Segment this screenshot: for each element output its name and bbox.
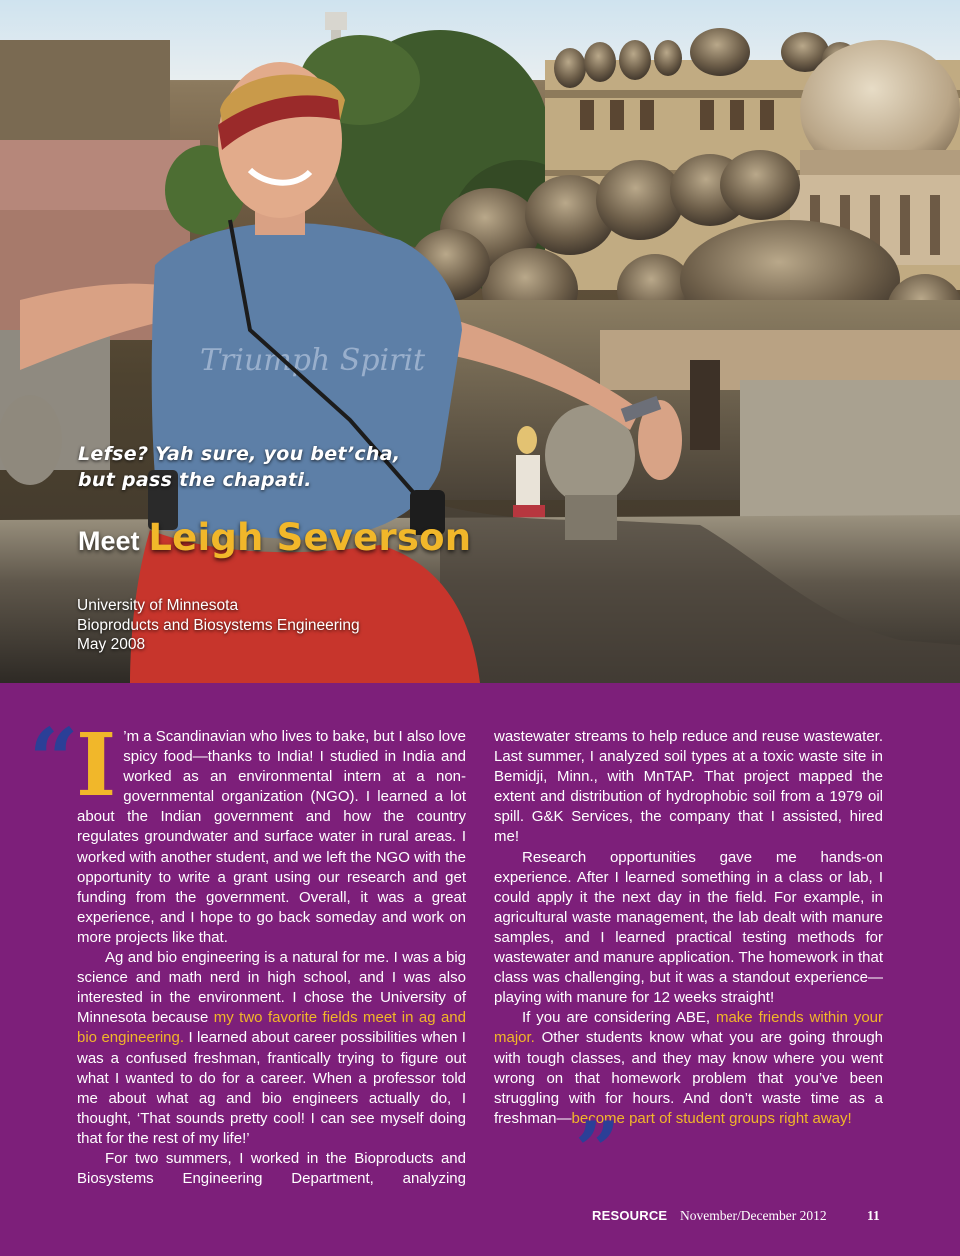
footer-page-number: 11 — [867, 1208, 880, 1223]
svg-text:Triumph Spirit: Triumph Spirit — [200, 343, 426, 378]
bio-graduation-date: May 2008 — [77, 636, 146, 653]
paragraph-1-text: ’m a Scandinavian who lives to bake, but I also love spicy food—thanks to India! I studied in India and worked as an environmental intern at a non-governmental organization (NGO). I learned a lot about the Indian government and how the country regulates groundwater and surface water in rural areas. I worked with another student, and we left the NGO with the opportunity to write a grant using our research and get funding from the government. Overall, it was a great experience, and I hope to go back someday and work on more projects like that. — [77, 728, 466, 946]
article-paragraph-4 — [494, 848, 883, 1009]
highlight-student-groups: become part of student groups right away! — [571, 1109, 852, 1127]
student-bio — [77, 596, 360, 655]
article-paragraph-3-continued: wastewater streams to help reduce and reuse wastewater. Last summer, I analyzed soil types at a toxic waste site in Bemidji, Minn., with MnTAP. That project mapped the extent and distribution of hydrophobic soil from a 1979 oil spill. G&K Services, the company that I assisted, hired me! — [494, 728, 883, 846]
article-column-right — [494, 727, 883, 1129]
bio-university: University of Minnesota — [77, 597, 239, 614]
drop-cap: I — [76, 715, 117, 816]
paragraph-3-text: For two summers, I worked in the Bioproducts and Biosystems Engineering Department, analyzing — [77, 1149, 466, 1188]
caption-line-2: but pass the chapati. — [78, 469, 312, 491]
paragraph-2-text-b: I learned about career possibilities when I was a confused freshman, frantically trying to figure out what I wanted to do for a career. When a professor told me about what ag and bio engineers actually do, I thought, ‘That sounds pretty cool! I can see myself doing that for the rest of my life!’ — [77, 1029, 466, 1147]
paragraph-5-text-b: Other students know what you are going through with tough classes, and they may know where you went wrong on that homework problem that you’ve been struggling with for hours. And don’t waste time as a freshman— — [494, 1029, 883, 1127]
article-paragraph-3 — [77, 1149, 466, 1189]
close-quote-mark: ” — [575, 1105, 614, 1196]
paragraph-2-text-a: Ag and bio engineering is a natural for me. I was a big science and math nerd in high school, and I was also interested in the environment. I chose the University of Minnesota because — [77, 949, 466, 1027]
article-paragraph-2 — [77, 948, 466, 1149]
photo-caption — [78, 441, 400, 493]
article-paragraph-1 — [76, 715, 466, 948]
article-column-left — [76, 715, 466, 1189]
article-paragraph-5 — [494, 1008, 883, 1129]
open-quote-mark: “ — [29, 710, 73, 811]
highlight-favorite-fields: my two favorite fields meet in ag and bio engineering. — [77, 1009, 466, 1047]
highlight-make-friends: make friends within your major. — [494, 1009, 883, 1047]
paragraph-4-text: Research opportunities gave me hands-on experience. After I learned something in a class or lab, I could apply it the next day in the field. For example, in agricultural waste management, the lab dealt with manure samples, and I learned practical testing methods for wastewater and manure application. The homework in that class was challenging, but it was a standout experience—playing with manure for 12 weeks straight! — [494, 848, 883, 1007]
bio-program: Bioproducts and Biosystems Engineering — [77, 616, 360, 634]
title-person-name: Leigh Severson — [148, 516, 472, 559]
caption-line-1: Lefse? Yah sure, you bet’cha, — [78, 443, 401, 465]
page-title — [78, 516, 471, 559]
paragraph-5-text-a: If you are considering ABE, — [522, 1009, 716, 1027]
footer-magazine-name: RESOURCE — [592, 1208, 668, 1223]
footer-issue-date: November/December 2012 — [680, 1208, 827, 1223]
title-meet-word: Meet — [78, 526, 140, 556]
